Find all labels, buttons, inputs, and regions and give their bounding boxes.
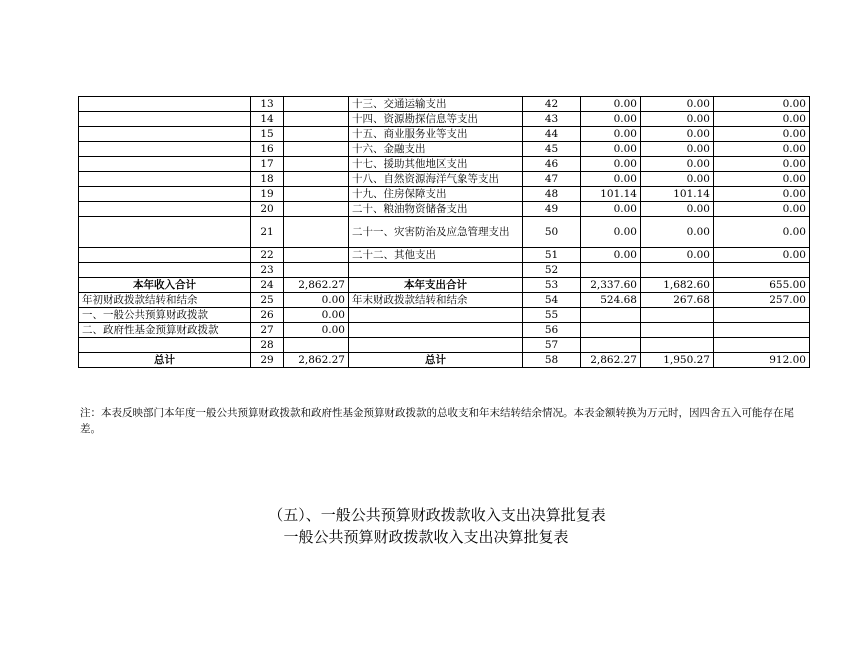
cell-right-label: 十五、商业服务业等支出 [349,127,523,142]
cell-left-amount [284,127,349,142]
cell-right-no: 55 [523,308,581,323]
cell-basic: 0.00 [641,172,714,187]
cell-right-label: 本年支出合计 [349,278,523,293]
cell-left-no: 20 [251,202,284,217]
cell-total [581,338,641,353]
cell-left-label [79,248,251,263]
cell-left-no: 16 [251,142,284,157]
cell-left-amount: 2,862.27 [284,278,349,293]
cell-left-label [79,112,251,127]
cell-left-amount: 2,862.27 [284,353,349,368]
cell-left-amount [284,142,349,157]
cell-left-amount [284,202,349,217]
cell-left-no: 28 [251,338,284,353]
cell-right-no: 52 [523,263,581,278]
cell-total: 0.00 [581,172,641,187]
cell-left-amount [284,157,349,172]
cell-basic: 0.00 [641,127,714,142]
cell-project [714,308,810,323]
cell-basic: 0.00 [641,217,714,248]
cell-basic: 101.14 [641,187,714,202]
cell-right-label: 年末财政拨款结转和结余 [349,293,523,308]
table-row [79,278,810,293]
cell-project: 0.00 [714,157,810,172]
cell-project: 0.00 [714,217,810,248]
cell-left-amount: 0.00 [284,293,349,308]
cell-total [581,323,641,338]
cell-right-label: 十七、援助其他地区支出 [349,157,523,172]
cell-left-amount [284,97,349,112]
cell-basic: 1,950.27 [641,353,714,368]
table-row [79,217,810,248]
cell-right-label: 二十、粮油物资储备支出 [349,202,523,217]
cell-left-label [79,127,251,142]
table-row [79,338,810,353]
cell-right-label: 十四、资源勘探信息等支出 [349,112,523,127]
cell-left-label: 年初财政拨款结转和结余 [79,293,251,308]
cell-total: 2,862.27 [581,353,641,368]
cell-left-label [79,172,251,187]
cell-right-label: 十八、自然资源海洋气象等支出 [349,172,523,187]
cell-left-no: 24 [251,278,284,293]
table-row [79,127,810,142]
cell-right-label: 二十一、灾害防治及应急管理支出 [349,217,523,248]
cell-right-label: 总计 [349,353,523,368]
cell-left-no: 22 [251,248,284,263]
cell-basic: 0.00 [641,248,714,263]
cell-project: 912.00 [714,353,810,368]
cell-left-no: 26 [251,308,284,323]
cell-basic: 0.00 [641,202,714,217]
cell-project: 655.00 [714,278,810,293]
cell-basic: 1,682.60 [641,278,714,293]
table-row [79,142,810,157]
table-row [79,187,810,202]
cell-left-label: 一、一般公共预算财政拨款 [79,308,251,323]
cell-project: 0.00 [714,142,810,157]
cell-left-amount [284,217,349,248]
cell-right-no: 57 [523,338,581,353]
cell-left-label: 总计 [79,353,251,368]
cell-left-no: 19 [251,187,284,202]
cell-left-amount: 0.00 [284,323,349,338]
cell-right-label: 十三、交通运输支出 [349,97,523,112]
cell-right-no: 49 [523,202,581,217]
cell-project: 0.00 [714,97,810,112]
cell-right-no: 50 [523,217,581,248]
cell-total: 0.00 [581,202,641,217]
cell-right-no: 43 [523,112,581,127]
cell-basic: 267.68 [641,293,714,308]
cell-total: 0.00 [581,217,641,248]
cell-basic [641,338,714,353]
cell-basic: 0.00 [641,112,714,127]
cell-right-no: 56 [523,323,581,338]
cell-left-label [79,202,251,217]
section-title: （五）、一般公共预算财政拨款收入支出决算批复表 [268,506,606,524]
cell-total [581,308,641,323]
cell-left-label: 二、政府性基金预算财政拨款 [79,323,251,338]
cell-total: 0.00 [581,157,641,172]
cell-left-no: 14 [251,112,284,127]
cell-total: 2,337.60 [581,278,641,293]
cell-right-no: 58 [523,353,581,368]
cell-project: 257.00 [714,293,810,308]
cell-basic: 0.00 [641,97,714,112]
cell-right-label [349,308,523,323]
table-row [79,97,810,112]
cell-left-amount [284,172,349,187]
cell-basic [641,323,714,338]
cell-right-no: 51 [523,248,581,263]
cell-basic [641,308,714,323]
table-row [79,353,810,368]
cell-left-no: 29 [251,353,284,368]
table-body [79,97,810,368]
cell-left-no: 21 [251,217,284,248]
cell-left-label [79,338,251,353]
cell-left-label [79,142,251,157]
table-row [79,202,810,217]
cell-right-label: 二十二、其他支出 [349,248,523,263]
table-row [79,248,810,263]
cell-total: 0.00 [581,97,641,112]
cell-total: 524.68 [581,293,641,308]
cell-total [581,263,641,278]
cell-left-no: 23 [251,263,284,278]
cell-left-no: 15 [251,127,284,142]
cell-project: 0.00 [714,112,810,127]
cell-left-label [79,97,251,112]
cell-left-amount [284,263,349,278]
cell-right-no: 46 [523,157,581,172]
cell-left-amount [284,248,349,263]
cell-right-label: 十六、金融支出 [349,142,523,157]
cell-right-no: 54 [523,293,581,308]
cell-project [714,263,810,278]
table-note: 注：本表反映部门本年度一般公共预算财政拨款和政府性基金预算财政拨款的总收支和年末结转结余情况。本表金额转换为万元时，因四舍五入可能存在尾差。 [80,407,794,435]
cell-total: 0.00 [581,248,641,263]
cell-total: 101.14 [581,187,641,202]
cell-left-no: 17 [251,157,284,172]
cell-left-amount [284,187,349,202]
table-row [79,157,810,172]
cell-left-label [79,187,251,202]
cell-left-label [79,157,251,172]
cell-project [714,323,810,338]
cell-left-no: 25 [251,293,284,308]
table-row [79,263,810,278]
cell-project: 0.00 [714,248,810,263]
cell-project: 0.00 [714,127,810,142]
cell-project: 0.00 [714,202,810,217]
cell-right-no: 45 [523,142,581,157]
cell-left-amount [284,112,349,127]
cell-total: 0.00 [581,112,641,127]
cell-left-label [79,263,251,278]
cell-left-amount: 0.00 [284,308,349,323]
cell-right-no: 53 [523,278,581,293]
table-row [79,112,810,127]
cell-project: 0.00 [714,187,810,202]
cell-left-label [79,217,251,248]
cell-total: 0.00 [581,142,641,157]
table-row [79,172,810,187]
cell-project: 0.00 [714,172,810,187]
table-row [79,293,810,308]
cell-left-no: 13 [251,97,284,112]
cell-right-no: 44 [523,127,581,142]
cell-total: 0.00 [581,127,641,142]
cell-left-no: 18 [251,172,284,187]
cell-right-no: 48 [523,187,581,202]
cell-left-amount [284,338,349,353]
cell-right-label [349,263,523,278]
budget-table [78,96,810,368]
cell-right-no: 47 [523,172,581,187]
cell-right-no: 42 [523,97,581,112]
cell-right-label [349,323,523,338]
table-title: 一般公共预算财政拨款收入支出决算批复表 [283,528,569,546]
cell-project [714,338,810,353]
cell-basic [641,263,714,278]
cell-left-label: 本年收入合计 [79,278,251,293]
cell-right-label: 十九、住房保障支出 [349,187,523,202]
table-row [79,308,810,323]
table-row [79,323,810,338]
cell-basic: 0.00 [641,142,714,157]
cell-right-label [349,338,523,353]
cell-basic: 0.00 [641,157,714,172]
cell-left-no: 27 [251,323,284,338]
